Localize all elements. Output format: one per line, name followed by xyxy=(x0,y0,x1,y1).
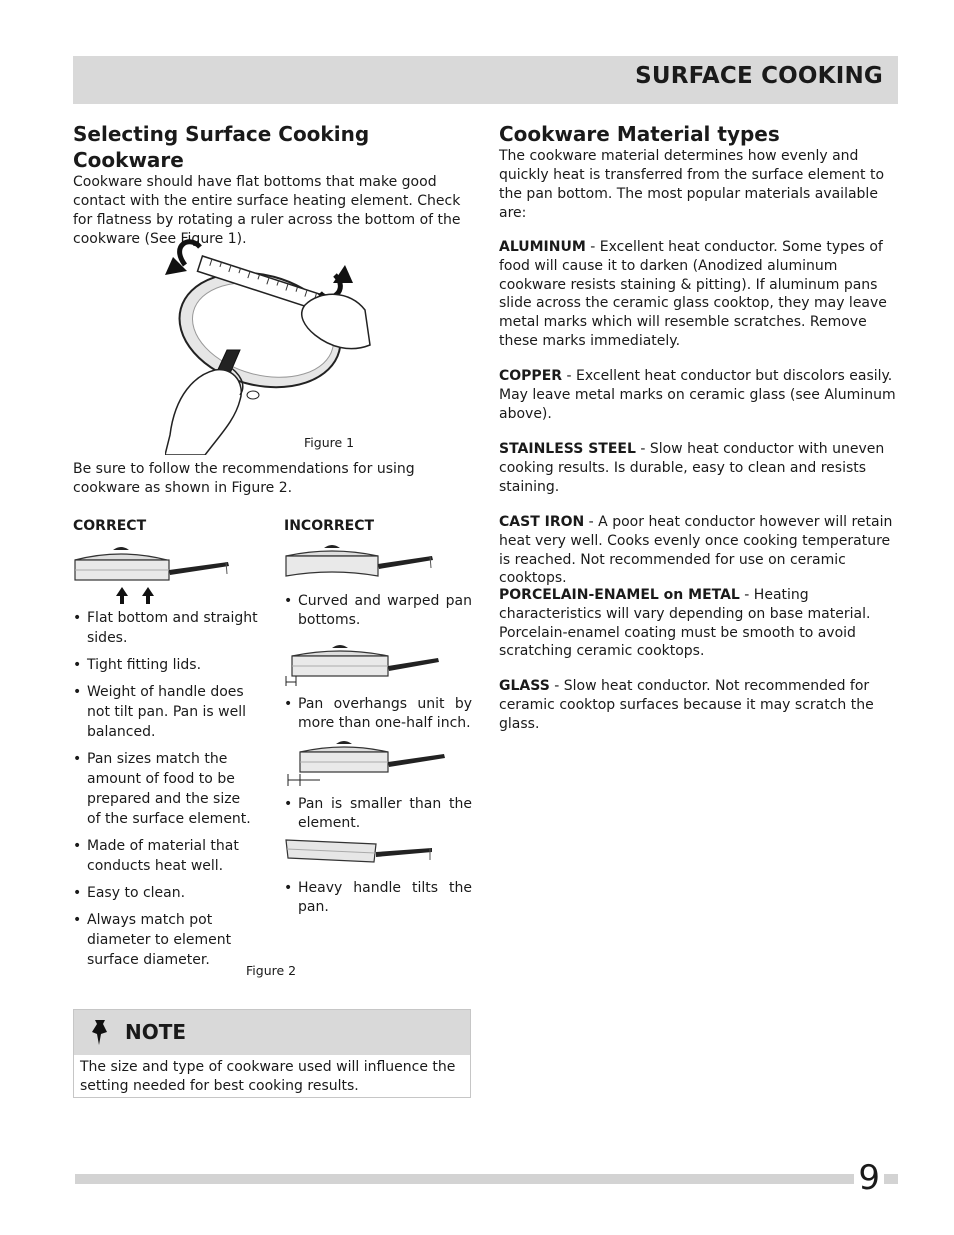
material-name: COPPER xyxy=(499,368,563,384)
material-stainless xyxy=(499,440,899,496)
footer-bar xyxy=(75,1174,898,1184)
list-item: • Weight of handle does not tilt pan. Pan is well balanced. xyxy=(73,682,258,742)
incorrect-item-warped: • Curved and warped pan bottoms. xyxy=(284,592,472,630)
section-heading-selecting: Selecting Surface Cooking Cookware xyxy=(73,122,370,172)
material-name: GLASS xyxy=(499,678,550,694)
material-name: CAST IRON xyxy=(499,514,585,530)
material-glass xyxy=(499,677,899,733)
small-pan-illustration xyxy=(284,738,449,788)
material-name: STAINLESS STEEL xyxy=(499,441,636,457)
header-bar xyxy=(73,56,898,104)
material-copper xyxy=(499,367,899,423)
left-column xyxy=(73,121,473,978)
list-item: • Tight fitting lids. xyxy=(73,655,258,675)
list-item: • Pan sizes match the amount of food to be prepared and the size of the surface element. xyxy=(73,749,258,829)
material-name: PORCELAIN-ENAMEL on METAL xyxy=(499,587,740,603)
section-heading-materials: Cookware Material types xyxy=(499,122,780,146)
list-item: • Made of material that conducts heat well. xyxy=(73,836,258,876)
incorrect-heading: INCORRECT xyxy=(284,518,375,534)
figure1-caption: Figure 1 xyxy=(304,435,355,450)
material-desc: - Slow heat conductor with uneven cooking results. Is durable, easy to clean and resists staining. xyxy=(499,441,885,495)
selecting-intro: Cookware should have flat bottoms that make good contact with the entire surface heating element. Check for flatness by rotating a ruler across the bottom of the cookware (See Figure 1). xyxy=(73,174,461,247)
note-title: NOTE xyxy=(125,1020,187,1044)
figure1-illustration xyxy=(165,235,385,455)
overhang-pan-illustration xyxy=(284,642,444,688)
material-desc: - Slow heat conductor. Not recommended for ceramic cooktop surfaces because it may scratch the glass. xyxy=(499,678,874,732)
note-box xyxy=(73,1009,471,1098)
incorrect-item-tilt: • Heavy handle tilts the pan. xyxy=(284,879,472,917)
figure2-caption: Figure 2 xyxy=(246,963,297,978)
tilted-pan-illustration xyxy=(284,836,439,868)
follow-text: Be sure to follow the recommendations for using cookware as shown in Figure 2. xyxy=(73,461,415,496)
incorrect-item-small: • Pan is smaller than the element. xyxy=(284,795,472,833)
right-column xyxy=(499,121,899,732)
incorrect-item-overhang: • Pan overhangs unit by more than one-half inch. xyxy=(284,695,472,733)
material-cast-iron xyxy=(499,513,899,588)
material-porcelain xyxy=(499,586,899,661)
material-desc: - A poor heat conductor however will retain heat very well. Cooks evenly once cooking temperature is reached. Not recommended for use on ceramic cooktops. xyxy=(499,514,893,587)
list-item: • Always match pot diameter to element surface diameter. xyxy=(73,910,258,970)
note-text: The size and type of cookware used will influence the setting needed for best cooking results. xyxy=(80,1059,456,1094)
materials-intro: The cookware material determines how evenly and quickly heat is transferred from the surface element to the pan bottom. The most popular materials available are: xyxy=(499,148,885,221)
list-item: • Flat bottom and straight sides. xyxy=(73,608,258,648)
warped-pan-illustration xyxy=(284,542,439,582)
page-title: SURFACE COOKING xyxy=(635,63,883,89)
correct-list xyxy=(73,608,258,970)
pushpin-icon xyxy=(91,1018,113,1046)
material-desc: - Excellent heat conductor but discolors easily. May leave metal marks on ceramic glass (see Aluminum above). xyxy=(499,368,896,422)
correct-pan-illustration xyxy=(73,542,238,608)
note-header xyxy=(74,1010,470,1055)
correct-heading: CORRECT xyxy=(73,518,147,534)
material-desc: - Heating characteristics will vary depending on base material. Porcelain-enamel coating must be smooth to avoid scratching ceramic cooktops. xyxy=(499,587,871,660)
material-aluminum xyxy=(499,238,899,351)
material-name: ALUMINUM xyxy=(499,239,586,255)
page-number: 9 xyxy=(854,1158,884,1198)
material-desc: - Excellent heat conductor. Some types of food will cause it to darken (Anodized aluminum cookware resists staining & pitting). If aluminum pans slide across the ceramic glass cooktop, they may leave metal marks which will resemble scratches. Remove these marks immediately. xyxy=(499,239,887,349)
list-item: • Easy to clean. xyxy=(73,883,258,903)
